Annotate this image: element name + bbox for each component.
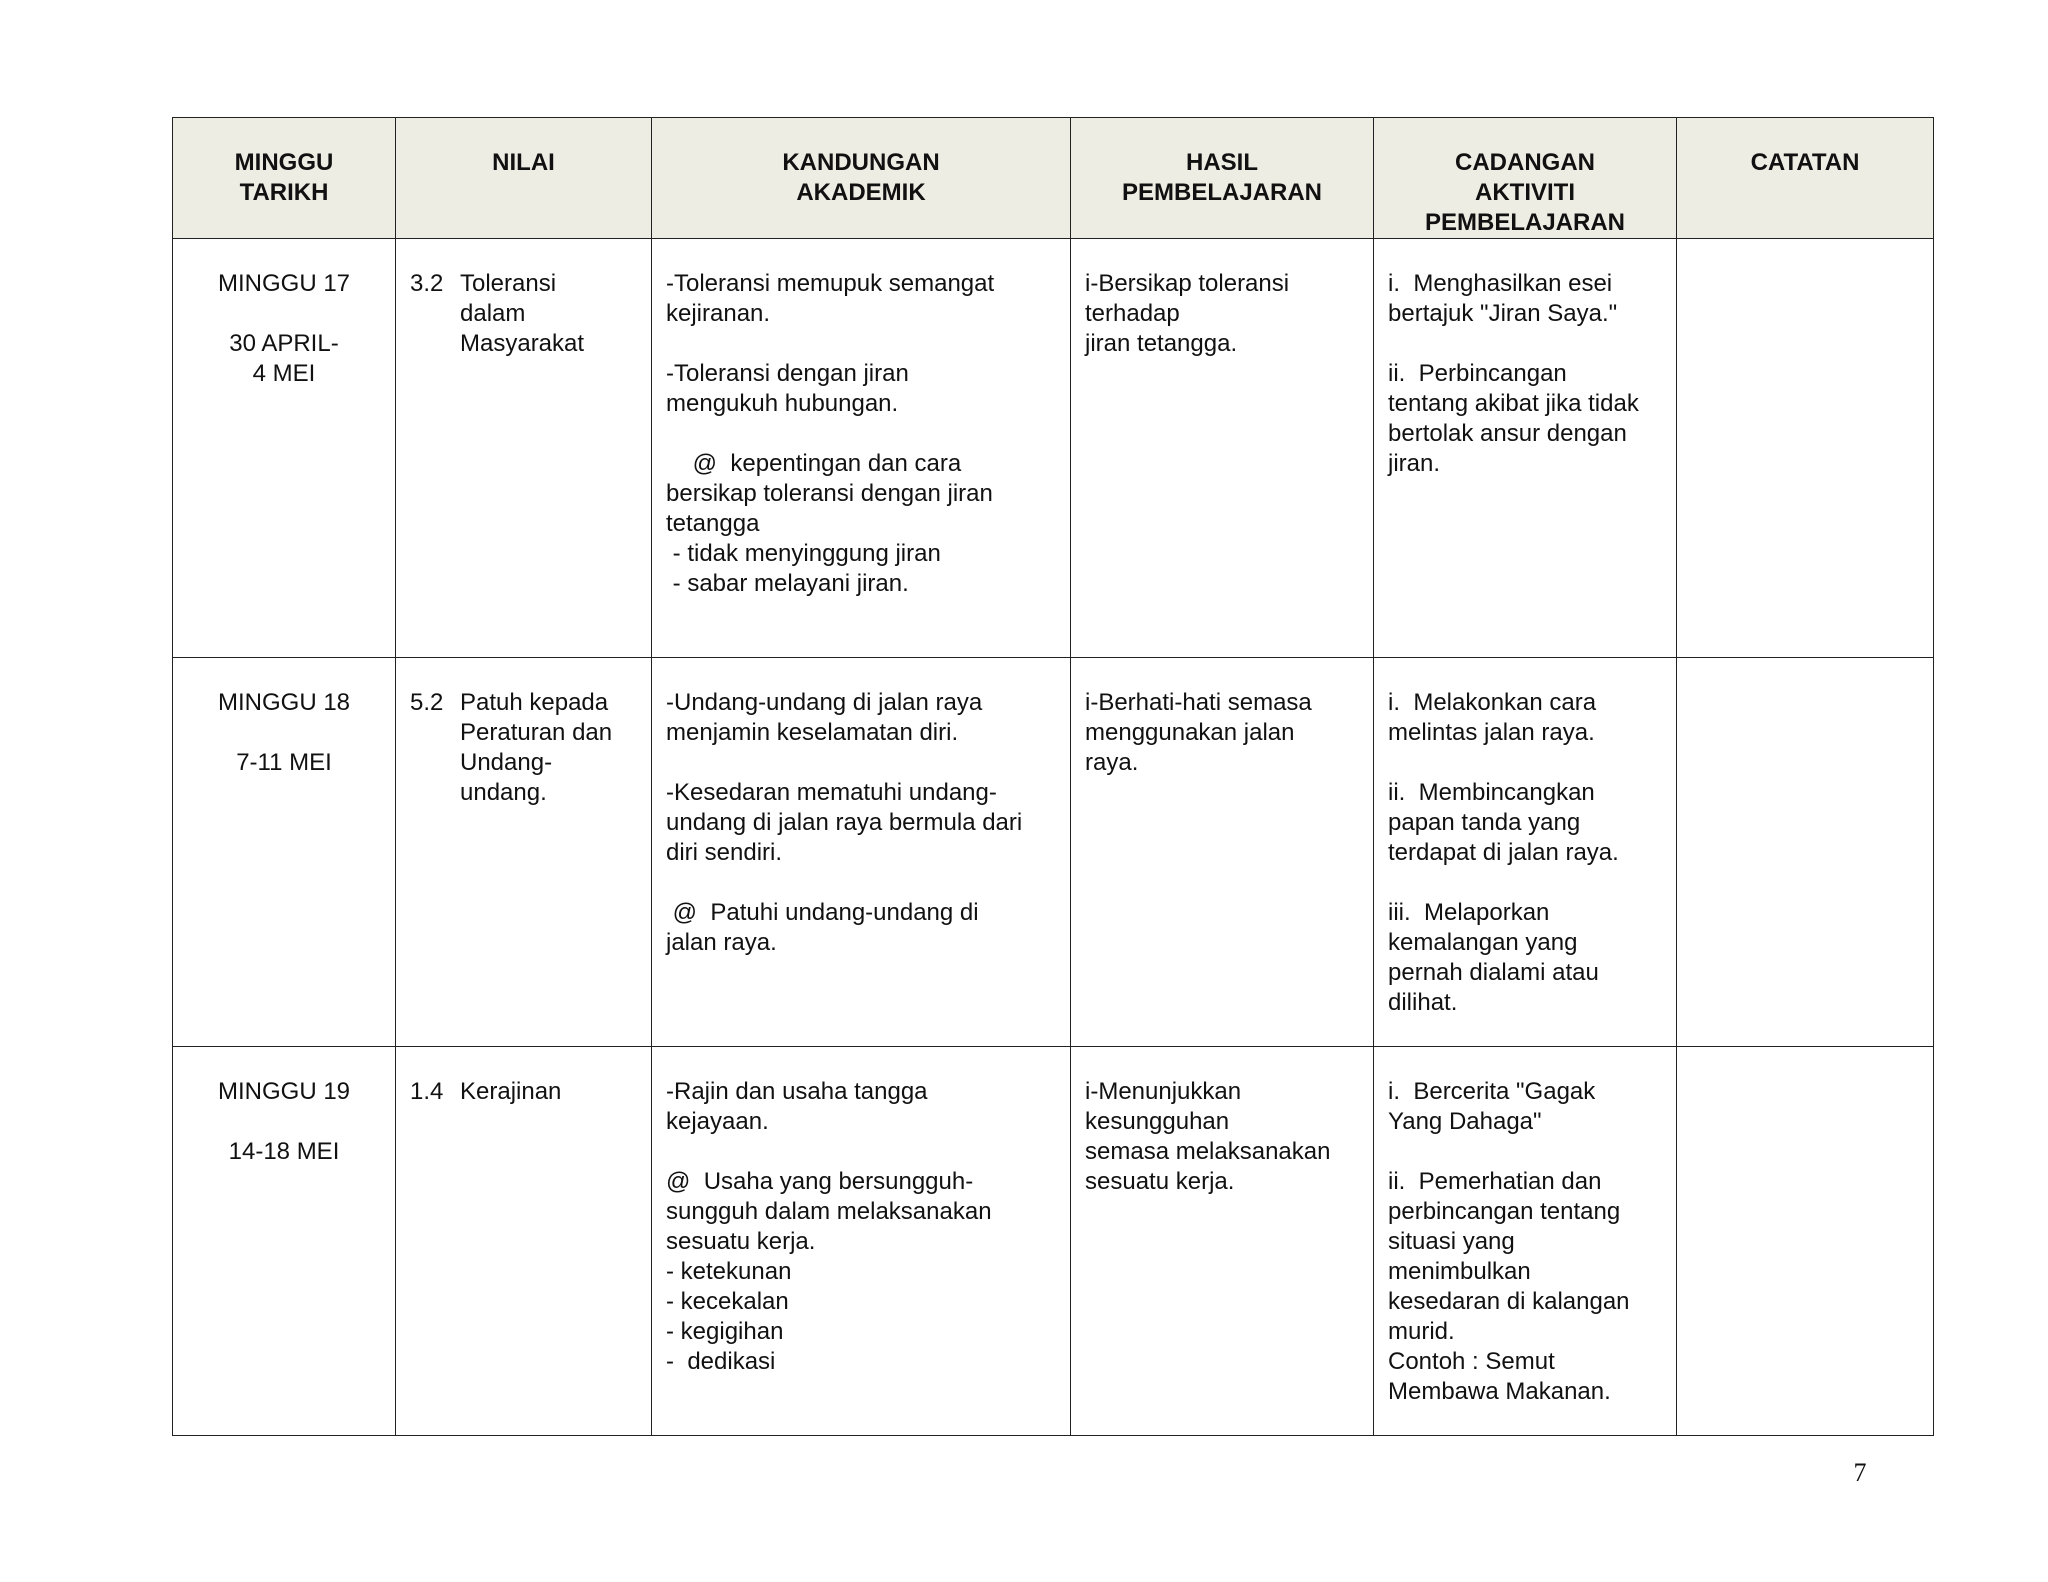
hasil-line: semasa melaksanakan	[1085, 1138, 1331, 1165]
kandungan-line: menjamin keselamatan diri.	[666, 719, 959, 746]
week-label: MINGGU 18	[217, 689, 351, 716]
cadangan-cell	[1374, 1047, 1677, 1436]
date-line: 4 MEI	[252, 360, 316, 387]
cadangan-line: i. Bercerita "Gagak	[1388, 1078, 1596, 1105]
kandungan-line: -Rajin dan usaha tangga	[666, 1078, 928, 1105]
week-label: MINGGU 19	[217, 1078, 351, 1105]
week-cell	[173, 658, 396, 1047]
kandungan-cell	[652, 658, 1071, 1047]
kandungan-line: sesuatu kerja.	[666, 1228, 816, 1255]
cadangan-line: Membawa Makanan.	[1388, 1378, 1611, 1405]
nilai-cell	[396, 239, 652, 658]
cadangan-line: iii. Melaporkan	[1388, 899, 1550, 926]
cadangan-line: ii. Membincangkan	[1388, 779, 1595, 806]
kandungan-line: - dedikasi	[666, 1348, 776, 1375]
page-number: 7	[1853, 1458, 1867, 1487]
date-line: 30 APRIL-	[229, 330, 339, 357]
nilai-cell	[396, 658, 652, 1047]
nilai-line: Masyarakat	[460, 330, 585, 357]
kandungan-line: - ketekunan	[666, 1258, 792, 1285]
kandungan-line: sungguh dalam melaksanakan	[666, 1198, 992, 1225]
week-label: MINGGU 17	[217, 270, 351, 297]
header-cadangan-aktiviti: CADANGAN AKTIVITI PEMBELAJARAN	[1374, 118, 1677, 239]
hasil-line: kesungguhan	[1085, 1108, 1230, 1135]
header-row	[173, 118, 1934, 239]
hasil-line: i-Menunjukkan	[1085, 1078, 1242, 1105]
nilai-line: Peraturan dan	[460, 719, 613, 746]
header-hasil-pembelajaran: HASIL PEMBELAJARAN	[1071, 118, 1374, 239]
hasil-cell	[1071, 658, 1374, 1047]
kandungan-line: - sabar melayani jiran.	[666, 570, 909, 597]
nilai-line: Patuh kepada	[460, 689, 609, 716]
hasil-line: i-Berhati-hati semasa	[1085, 689, 1312, 716]
cadangan-cell	[1374, 239, 1677, 658]
nilai-line: Toleransi	[460, 270, 557, 297]
cadangan-line: perbincangan tentang	[1388, 1198, 1621, 1225]
week-cell	[173, 1047, 396, 1436]
kandungan-line: - kecekalan	[666, 1288, 789, 1315]
kandungan-cell	[652, 1047, 1071, 1436]
nilai-code: 5.2	[410, 689, 444, 716]
cadangan-line: jiran.	[1388, 450, 1441, 477]
week-cell	[173, 239, 396, 658]
cadangan-line: i. Menghasilkan esei	[1388, 270, 1613, 297]
kandungan-line: @ kepentingan dan cara	[666, 450, 962, 477]
cadangan-line: bertolak ansur dengan	[1388, 420, 1627, 447]
catatan-cell	[1677, 658, 1934, 1047]
cadangan-line: terdapat di jalan raya.	[1388, 839, 1619, 866]
kandungan-cell	[652, 239, 1071, 658]
kandungan-line: undang di jalan raya bermula dari	[666, 809, 1023, 836]
kandungan-line: tetangga	[666, 510, 760, 537]
hasil-line: raya.	[1085, 749, 1139, 776]
nilai-code: 1.4	[410, 1078, 444, 1105]
nilai-cell	[396, 1047, 652, 1436]
header-catatan: CATATAN	[1677, 118, 1934, 239]
cadangan-line: dilihat.	[1388, 989, 1458, 1016]
cadangan-line: ii. Pemerhatian dan	[1388, 1168, 1602, 1195]
date-line: 7-11 MEI	[236, 749, 332, 776]
kandungan-line: -Kesedaran mematuhi undang-	[666, 779, 997, 806]
kandungan-line: - tidak menyinggung jiran	[666, 540, 941, 567]
cadangan-line: i. Melakonkan cara	[1388, 689, 1597, 716]
nilai-line: Kerajinan	[460, 1078, 562, 1105]
cadangan-line: pernah dialami atau	[1388, 959, 1599, 986]
kandungan-line: bersikap toleransi dengan jiran	[666, 480, 993, 507]
cadangan-line: tentang akibat jika tidak	[1388, 390, 1639, 417]
nilai-line: undang.	[460, 779, 547, 806]
kandungan-line: kejiranan.	[666, 300, 771, 327]
cadangan-line: murid.	[1388, 1318, 1455, 1345]
cadangan-cell	[1374, 658, 1677, 1047]
cadangan-line: ii. Perbincangan	[1388, 360, 1567, 387]
cadangan-line: kesedaran di kalangan	[1388, 1288, 1630, 1315]
kandungan-line: @ Patuhi undang-undang di	[666, 899, 979, 926]
hasil-cell	[1071, 239, 1374, 658]
kandungan-line: - kegigihan	[666, 1318, 784, 1345]
catatan-cell	[1677, 1047, 1934, 1436]
kandungan-line: -Toleransi dengan jiran	[666, 360, 909, 387]
kandungan-line: -Undang-undang di jalan raya	[666, 689, 983, 716]
hasil-line: menggunakan jalan	[1085, 719, 1295, 746]
hasil-cell	[1071, 1047, 1374, 1436]
kandungan-line: jalan raya.	[666, 929, 777, 956]
header-nilai: NILAI	[396, 118, 652, 239]
hasil-line: terhadap	[1085, 300, 1180, 327]
cadangan-line: bertajuk "Jiran Saya."	[1388, 300, 1618, 327]
kandungan-line: @ Usaha yang bersungguh-	[666, 1168, 974, 1195]
hasil-line: sesuatu kerja.	[1085, 1168, 1235, 1195]
nilai-line: Undang-	[460, 749, 553, 776]
kandungan-line: -Toleransi memupuk semangat	[666, 270, 995, 297]
cadangan-line: situasi yang	[1388, 1228, 1515, 1255]
hasil-line: jiran tetangga.	[1085, 330, 1238, 357]
nilai-code: 3.2	[410, 270, 444, 297]
table-row	[173, 1047, 1934, 1436]
kandungan-line: kejayaan.	[666, 1108, 769, 1135]
header-kandungan-akademik: KANDUNGAN AKADEMIK	[652, 118, 1071, 239]
hasil-line: i-Bersikap toleransi	[1085, 270, 1290, 297]
cadangan-line: papan tanda yang	[1388, 809, 1581, 836]
header-minggu-tarikh: MINGGU TARIKH	[173, 118, 396, 239]
cadangan-line: melintas jalan raya.	[1388, 719, 1595, 746]
table-row	[173, 239, 1934, 658]
nilai-line: dalam	[460, 300, 526, 327]
cadangan-line: Contoh : Semut	[1388, 1348, 1555, 1375]
lesson-plan-table	[172, 117, 1934, 1436]
table-row	[173, 658, 1934, 1047]
cadangan-line: kemalangan yang	[1388, 929, 1578, 956]
date-line: 14-18 MEI	[228, 1138, 340, 1165]
cadangan-line: menimbulkan	[1388, 1258, 1531, 1285]
kandungan-line: diri sendiri.	[666, 839, 783, 866]
cadangan-line: Yang Dahaga"	[1388, 1108, 1542, 1135]
catatan-cell	[1677, 239, 1934, 658]
kandungan-line: mengukuh hubungan.	[666, 390, 899, 417]
